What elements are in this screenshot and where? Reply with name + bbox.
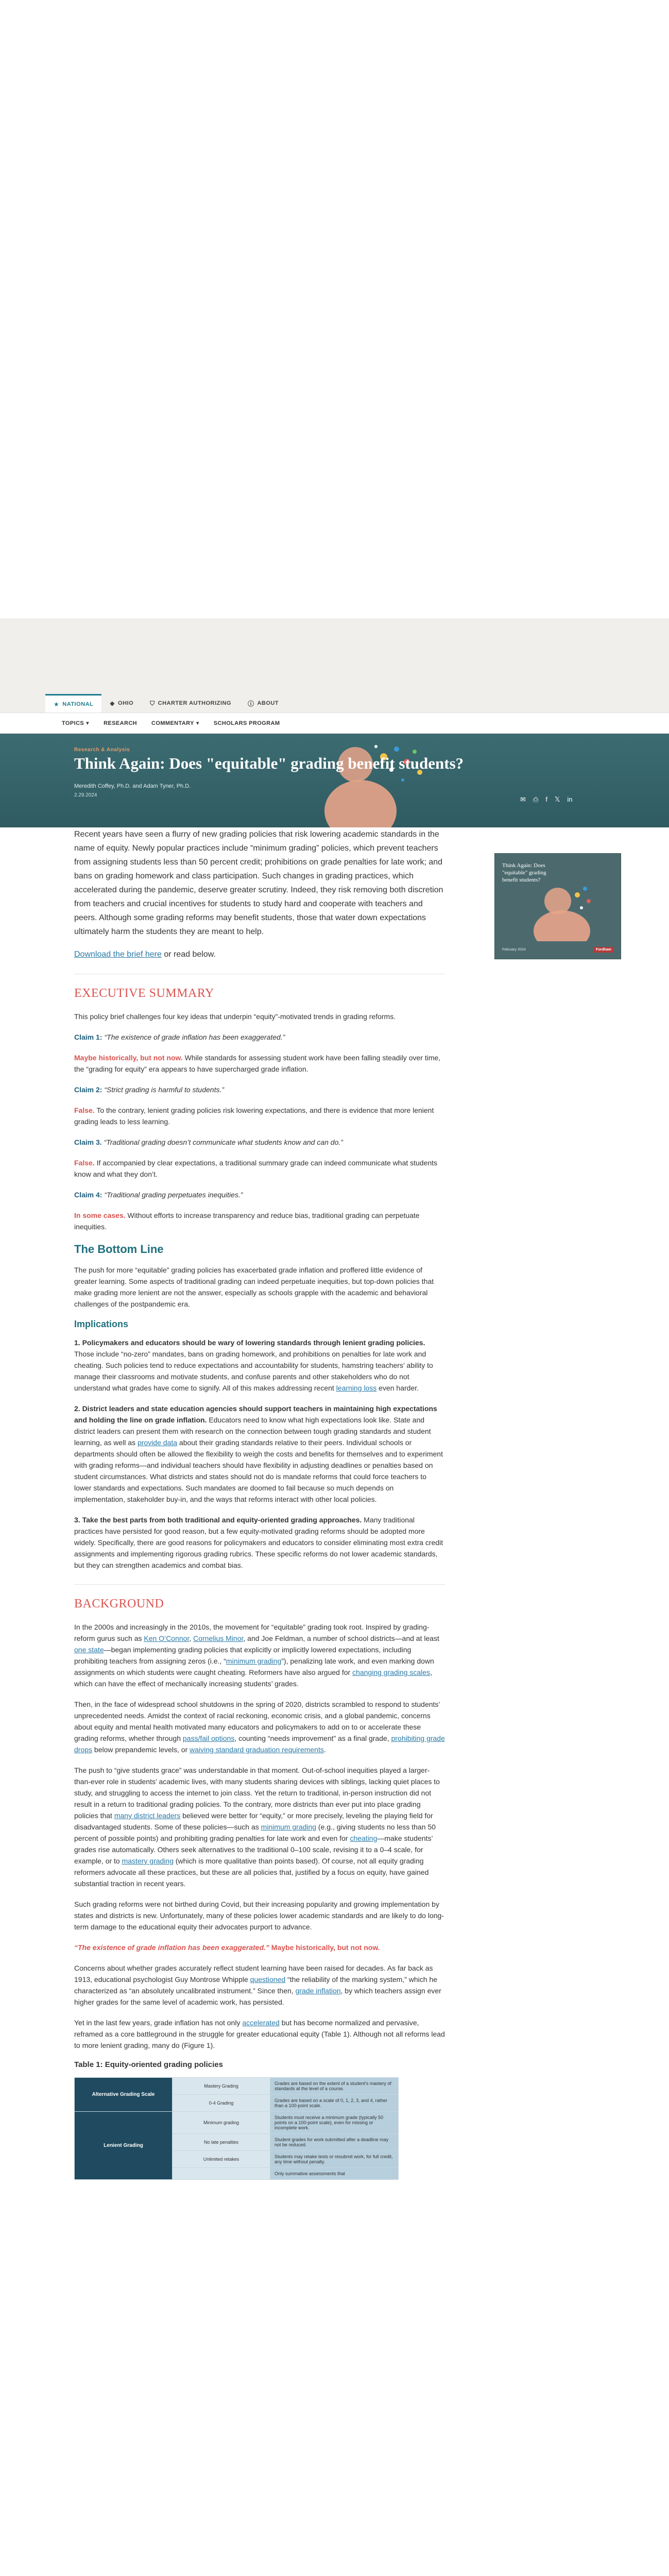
table-row: [75, 2112, 399, 2134]
background-paragraph-2: Then, in the face of widespread school shutdowns in the spring of 2020, districts scrambled to respond to students’ unprecedented needs. Amidst the context of racial reckoning, economic crisis, and a global pandemic, concerns about equity and mental health motivated many educators and policymakers to add on to or accelerate these grading reforms, whether through pass/fail options, counting “needs improvement” as a final grade, prohibiting grade drops below prepandemic levels, or waiving standard graduation requirements.: [74, 1700, 445, 1754]
claim-2-response: False. To the contrary, lenient grading policies risk lowering expectations, and there is evidence that more lenient grading leads to less learning.: [74, 1106, 434, 1126]
one-state-link[interactable]: one state: [74, 1646, 104, 1654]
claim-1: Claim 1: “The existence of grade inflation has been exaggerated.”: [74, 1033, 285, 1041]
table-policy: 0-4 Grading: [173, 2095, 270, 2112]
executive-summary-heading: EXECUTIVE SUMMARY: [74, 987, 214, 1000]
linkedin-icon[interactable]: in: [567, 795, 573, 803]
equity-grading-table: [74, 2077, 399, 2180]
table-1-title: Table 1: Equity-oriented grading policies: [74, 2060, 223, 2069]
background-heading: BACKGROUND: [74, 1597, 164, 1611]
claim-4: Claim 4: “Traditional grading perpetuates inequities.”: [74, 1191, 243, 1199]
implications-heading: Implications: [74, 1319, 129, 1329]
divider: [74, 1584, 445, 1585]
bottom-line-heading: The Bottom Line: [74, 1243, 164, 1256]
article-body: [74, 827, 445, 2180]
table-policy: Mastery Grading: [173, 2078, 270, 2095]
implication-1: 1. Policymakers and educators should be wary of lowering standards through lenient grading policies. Those include “no-zero” mandates, bans on grading homework, and prohibitions on penalties for late work and cheating. Such policies tend to reduce expectations and accountability for students, hamstring teachers’ ability to manage their classrooms and motivate students, and confuse parents and other stakeholders who do not understand what grades have come to signify. All of this makes addressing recent learning loss even harder.: [74, 1338, 433, 1392]
print-icon[interactable]: ⎙: [533, 795, 539, 803]
article-date: 2.29.2024: [74, 792, 97, 798]
bottom-line-text: The push for more “equitable” grading policies has exacerbated grade inflation and proffered little evidence of greater learning. Some aspects of traditional grading can indeed perpetuate inequities, but top-down policies that make grading more lenient are not the answer, especially as schools grapple with the academic and behavioral challenges of the postpandemic era.: [74, 1266, 434, 1308]
background-paragraph-1: In the 2000s and increasingly in the 2010s, the movement for “equitable” grading took root. Inspired by grading-reform gurus such as Ken O’Connor, Cornelius Minor, and Joe Feldman, a number of school districts—and at least one state—began implementing grading policies that explicitly or implicitly lowered expectations, including prohibiting teachers from assigning zeros (i.e., “minimum grading”), penalizing late work, and even marking down assignments on which students were caught cheating. Reformers have also argued for changing grading scales, which can have the effect of mechanically increasing students’ grades.: [74, 1623, 439, 1688]
menu-commentary[interactable]: COMMENTARY ▾: [151, 720, 199, 726]
email-icon[interactable]: ✉: [520, 795, 526, 803]
hero-banner: [0, 734, 669, 827]
claim-3-response: False. If accompanied by clear expectations, a traditional summary grade can indeed communicate what students know and what they don’t.: [74, 1159, 438, 1178]
minimum-grading-link[interactable]: minimum grading: [226, 1657, 282, 1665]
table-policy: No late penalties: [173, 2134, 270, 2151]
fordham-logo: Fordham: [594, 947, 613, 953]
shield-icon: ⛉: [150, 699, 155, 707]
twitter-icon[interactable]: 𝕏: [554, 795, 560, 803]
background-paragraph-5: Concerns about whether grades accurately reflect student learning have been raised for decades. As far back as 1913, educational psychologist Guy Montrose Whipple questioned “the reliability of the marking system,” which he characterized as “an absolutely uncalibrated instrument.” Since then, grade inflation, by which teachers assign ever higher grades for the same level of academic work, has persisted.: [74, 1964, 441, 2006]
cornelius-minor-link[interactable]: Cornelius Minor: [193, 1634, 244, 1642]
report-cover-date: February 2024: [502, 948, 526, 952]
mastery-grading-link[interactable]: mastery grading: [122, 1857, 174, 1865]
report-cover-card[interactable]: [494, 853, 621, 959]
implication-3: 3. Take the best parts from both traditional and equity-oriented grading approaches. Many traditional practices have persisted for good reason, but a few equity-motivated grading reforms should be adopted more widely. Specifically, there are good reasons for policymakers and educators to consider eliminating most extra credit assignments and implementing rigorous grading rubrics. These specific reforms do not lower academic standards, but they can strengthen academics and combat bias.: [74, 1516, 443, 1569]
table-policy: Minimum grading: [173, 2112, 270, 2134]
claim-2: Claim 2: “Strict grading is harmful to students.”: [74, 1086, 225, 1094]
chevron-down-icon: ▾: [86, 720, 90, 726]
lede-paragraph: Recent years have seen a flurry of new grading policies that risk lowering academic standards in the name of equity. Newly popular practices include “minimum grading” policies, which prevent teachers from assigning students less than 50 percent credit; prohibitions on grade penalties for late work; and bans on grading homework and class participation. Such changes in grading practices, which accelerated during the pandemic, deserve greater scrutiny. Indeed, they risk removing both discretion from teachers and crucial incentives for students to study hard and cooperate with teachers and peers. Although some grading reforms may benefit students, those that water down expectations ultimately harm the students they are meant to help.: [74, 830, 443, 936]
background-paragraph-3: The push to “give students grace” was understandable in that moment. Out-of-school inequities played a larger-than-ever role in students’ academic lives, with many students sharing devices with siblings, lacking quiet places to study, and struggling to access the internet to join class. Yet the return to traditional, in-person instruction did not result in a return to traditional grading policies. To the contrary, more districts than ever put into place grading policies that many district leaders believed were better for “equity,” or more precisely, leveling the playing field for disadvantaged students. Some of these policies—such as minimum grading (e.g., giving students no less than 50 percent of possible points) and prohibiting grading penalties for late work and even for cheating—make students’ grades rise automatically. Others seek alternatives to the traditional 0–100 scale, revising it to a 0–4 scale, for example, or to mastery grading (which is more qualitative than points based). Of course, not all equity grading reformers advocate all these practices, but these are all policies that, justified by a focus on equity, have gained substantial traction in recent years.: [74, 1766, 440, 1888]
share-bar: [520, 795, 573, 804]
article-authors: Meredith Coffey, Ph.D. and Adam Tyner, Ph.D.: [74, 783, 191, 789]
prohibiting-grade-drops-link[interactable]: prohibiting grade drops: [74, 1734, 445, 1754]
chevron-down-icon: ▾: [196, 720, 199, 726]
background-paragraph-4: Such grading reforms were not birthed during Covid, but their increasing popularity and growing implementation by states and districts is new. Unfortunately, many of these policies lower academic standards and are likely to do long-term damage to the educational equity their advocates purport to advance.: [74, 1900, 444, 1931]
table-category: Lenient Grading: [75, 2112, 173, 2180]
page-title: Think Again: Does "equitable" grading benefit students?: [74, 754, 464, 772]
table-description: Only summative assessments that: [270, 2168, 399, 2180]
info-icon: ⓘ: [247, 700, 254, 707]
menu-scholars-program[interactable]: SCHOLARS PROGRAM: [213, 720, 280, 726]
table-description: Students may retake tests or resubmit work, for full credit, any time without penalty.: [270, 2151, 399, 2168]
waiving-graduation-requirements-link[interactable]: waiving standard graduation requirements: [190, 1745, 324, 1754]
hero-tagline: Research & Analysis: [74, 747, 130, 753]
tab-ohio[interactable]: ◆ OHIO: [110, 700, 134, 707]
table-description: Grades are based on the extent of a student's mastery of standards at the level of a course.: [270, 2078, 399, 2095]
changing-grading-scales-link[interactable]: changing grading scales: [352, 1668, 431, 1676]
tab-national[interactable]: ★ NATIONAL: [45, 694, 101, 713]
questioned-link[interactable]: questioned: [250, 1975, 286, 1984]
blank-area: [0, 0, 669, 618]
ken-oconnor-link[interactable]: Ken O’Connor: [144, 1634, 190, 1642]
ohio-icon: ◆: [110, 700, 115, 707]
learning-loss-link[interactable]: learning loss: [336, 1384, 377, 1392]
menu-research[interactable]: RESEARCH: [104, 720, 138, 726]
hero-illustration: [268, 734, 453, 827]
menu-topics[interactable]: TOPICS ▾: [62, 720, 90, 726]
tab-charter-authorizing[interactable]: ⛉ CHARTER AUTHORIZING: [150, 699, 231, 707]
secondary-nav: [0, 713, 669, 734]
download-brief-link[interactable]: Download the brief here: [74, 950, 162, 959]
grade-inflation-link[interactable]: grade inflation: [295, 1987, 341, 1995]
table-policy: [173, 2168, 270, 2180]
report-cover-title: Think Again: Does "equitable" grading benefit students?: [502, 862, 546, 883]
minimum-grading-link[interactable]: minimum grading: [261, 1823, 317, 1831]
cheating-link[interactable]: cheating: [350, 1834, 378, 1842]
flag-icon: ★: [54, 700, 60, 708]
table-description: Students must receive a minimum grade (typically 50 points on a 100-point scale), even for missing or incomplete work.: [270, 2112, 399, 2134]
pass-fail-options-link[interactable]: pass/fail options: [182, 1734, 235, 1742]
claim-1-response: Maybe historically, but not now. While standards for assessing student work have been falling steadily over time, the “grading for equity” era appears to have supercharged grade inflation.: [74, 1054, 441, 1073]
download-paragraph: Download the brief here or read below.: [74, 950, 216, 959]
claim-1-callout: “The existence of grade inflation has been exaggerated.” Maybe historically, but not now.: [74, 1943, 380, 1952]
many-district-leaders-link[interactable]: many district leaders: [114, 1811, 181, 1820]
table-policy: Unlimited retakes: [173, 2151, 270, 2168]
report-cover-illustration: [526, 879, 598, 941]
background-paragraph-6: Yet in the last few years, grade inflation has not only accelerated but has become normalized and pervasive, reframed as a core battleground in the struggle for greater educational equity (Table 1). Although not all reforms lead to more lenient grading, many do (Figure 1).: [74, 2019, 445, 2049]
header-band: [0, 618, 669, 690]
exec-intro: This policy brief challenges four key ideas that underpin “equity”-motivated trends in grading reforms.: [74, 1012, 396, 1021]
table-description: Grades are based on a scale of 0, 1, 2, 3, and 4, rather than a 100-point scale.: [270, 2095, 399, 2112]
table-category: Alternative Grading Scale: [75, 2078, 173, 2112]
table-description: Student grades for work submitted after a deadline may not be reduced.: [270, 2134, 399, 2151]
tab-about[interactable]: ⓘ ABOUT: [247, 700, 279, 707]
provide-data-link[interactable]: provide data: [137, 1438, 178, 1447]
claim-4-response: In some cases. Without efforts to increase transparency and reduce bias, traditional grading can perpetuate inequities.: [74, 1211, 420, 1231]
accelerated-link[interactable]: accelerated: [242, 2019, 280, 2027]
table-row: [75, 2078, 399, 2095]
primary-nav: [0, 690, 669, 713]
implication-2: 2. District leaders and state education agencies should support teachers in maintaining high expectations and holding the line on grade inflation. Educators need to know what high expectations look like. State and district leaders can present them with research on the connection between tough grading standards and student learning, as well as provide data about their grading standards relative to their peers. Individual schools or departments should often be allowed the flexibility to weigh the costs and benefits for themselves and to experiment with grading reforms—and individual teachers should have flexibility in adjusting deadlines or penalties based on student circumstances. What districts and states should not do is mandate reforms that could force teachers to lower standards and expectations. Such mandates are doomed to fail because so much depends on implementation, stakeholder buy-in, and the ways that reforms interact with other local policies.: [74, 1404, 443, 1503]
facebook-icon[interactable]: f: [545, 795, 547, 803]
claim-3: Claim 3. “Traditional grading doesn’t communicate what students know and can do.”: [74, 1138, 343, 1146]
